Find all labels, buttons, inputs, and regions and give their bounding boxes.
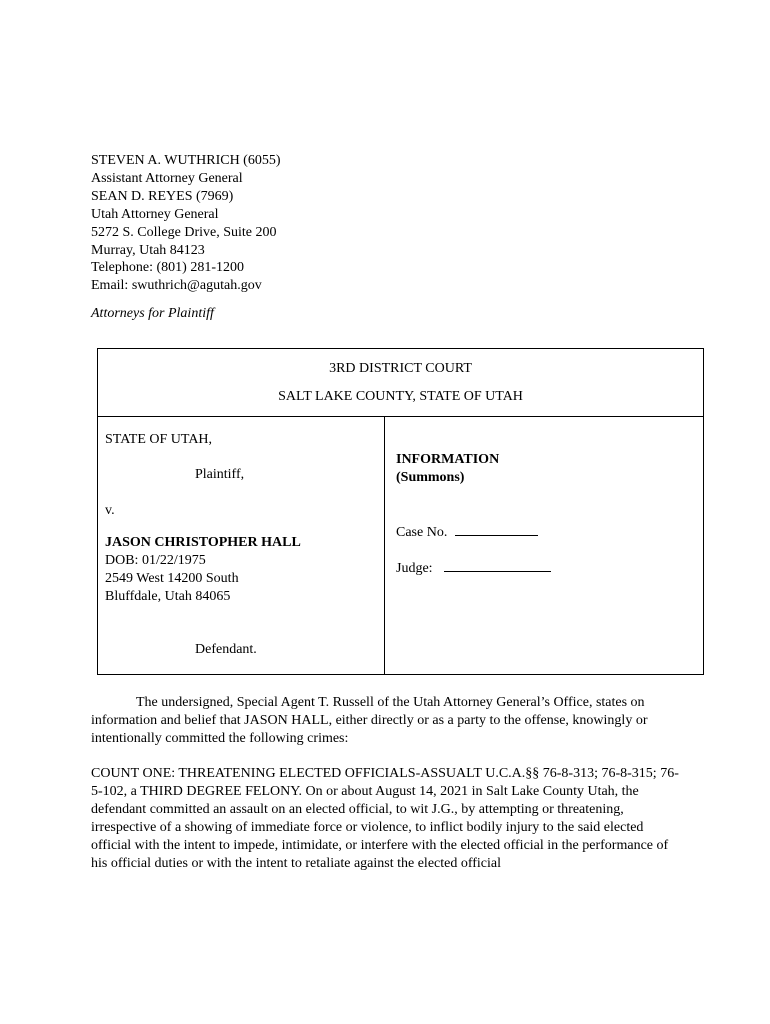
- court-header: [98, 349, 703, 417]
- attorney-line: Telephone: (801) 281-1200: [91, 260, 244, 276]
- attorney-line: STEVEN A. WUTHRICH (6055): [91, 153, 281, 168]
- document-title: INFORMATION: [396, 452, 500, 467]
- judge-row: [396, 559, 551, 577]
- attorney-line: SEAN D. REYES (7969): [91, 188, 234, 204]
- attorney-line: Utah Attorney General: [91, 206, 219, 222]
- attorney-line: Murray, Utah 84123: [91, 242, 205, 258]
- case-number-row: [396, 523, 538, 541]
- parties-cell: [98, 417, 385, 675]
- attorney-info-block: [91, 152, 281, 295]
- intro-paragraph: [91, 694, 681, 748]
- case-caption-table: [97, 348, 704, 675]
- defendant-address-line1: 2549 West 14200 South: [105, 571, 239, 586]
- plaintiff-role: Plaintiff,: [195, 467, 245, 482]
- intro-paragraph-text: The undersigned, Special Agent T. Russell of the Utah Attorney General’s Office, states on information and belief that JASON HALL, either directly or as a party to the offense, knowingly or intentionally committed the following crimes:: [91, 695, 648, 746]
- case-number-label: Case No.: [396, 525, 448, 540]
- attorney-line: Assistant Attorney General: [91, 170, 243, 186]
- attorneys-for-plaintiff: Attorneys for Plaintiff: [91, 306, 214, 321]
- defendant-dob: DOB: 01/22/1975: [105, 553, 206, 568]
- versus-label: v.: [105, 503, 115, 518]
- plaintiff-name: STATE OF UTAH,: [105, 432, 213, 447]
- attorney-line: 5272 S. College Drive, Suite 200: [91, 224, 277, 240]
- judge-label: Judge:: [396, 561, 433, 576]
- document-info-cell: [385, 417, 704, 675]
- attorney-email: Email: swuthrich@agutah.gov: [91, 278, 262, 294]
- judge-blank: [444, 559, 551, 572]
- document-subtitle: (Summons): [396, 470, 465, 485]
- court-county: SALT LAKE COUNTY, STATE OF UTAH: [278, 389, 523, 404]
- count-one-paragraph: COUNT ONE: THREATENING ELECTED OFFICIALS-ASSUALT U.C.A.§§ 76-8-313; 76-8-315; 76-5-102, a THIRD DEGREE FELONY. On or about August 14, 2021 in Salt Lake County Utah, the defendant committed an assault on an elected official, to wit J.G., by attempting or threatening, irrespective of a showing of immediate force or violence, to inflict bodily injury to the said elected official with the intent to impede, intimidate, or interfere with the elected official in the performance of his official duties or with the intent to retaliate against the elected official: [91, 766, 679, 871]
- defendant-name: JASON CHRISTOPHER HALL: [105, 535, 301, 550]
- defendant-address-line2: Bluffdale, Utah 84065: [105, 589, 231, 604]
- court-name: 3RD DISTRICT COURT: [329, 361, 472, 376]
- defendant-role: Defendant.: [195, 642, 257, 657]
- case-number-blank: [455, 523, 538, 536]
